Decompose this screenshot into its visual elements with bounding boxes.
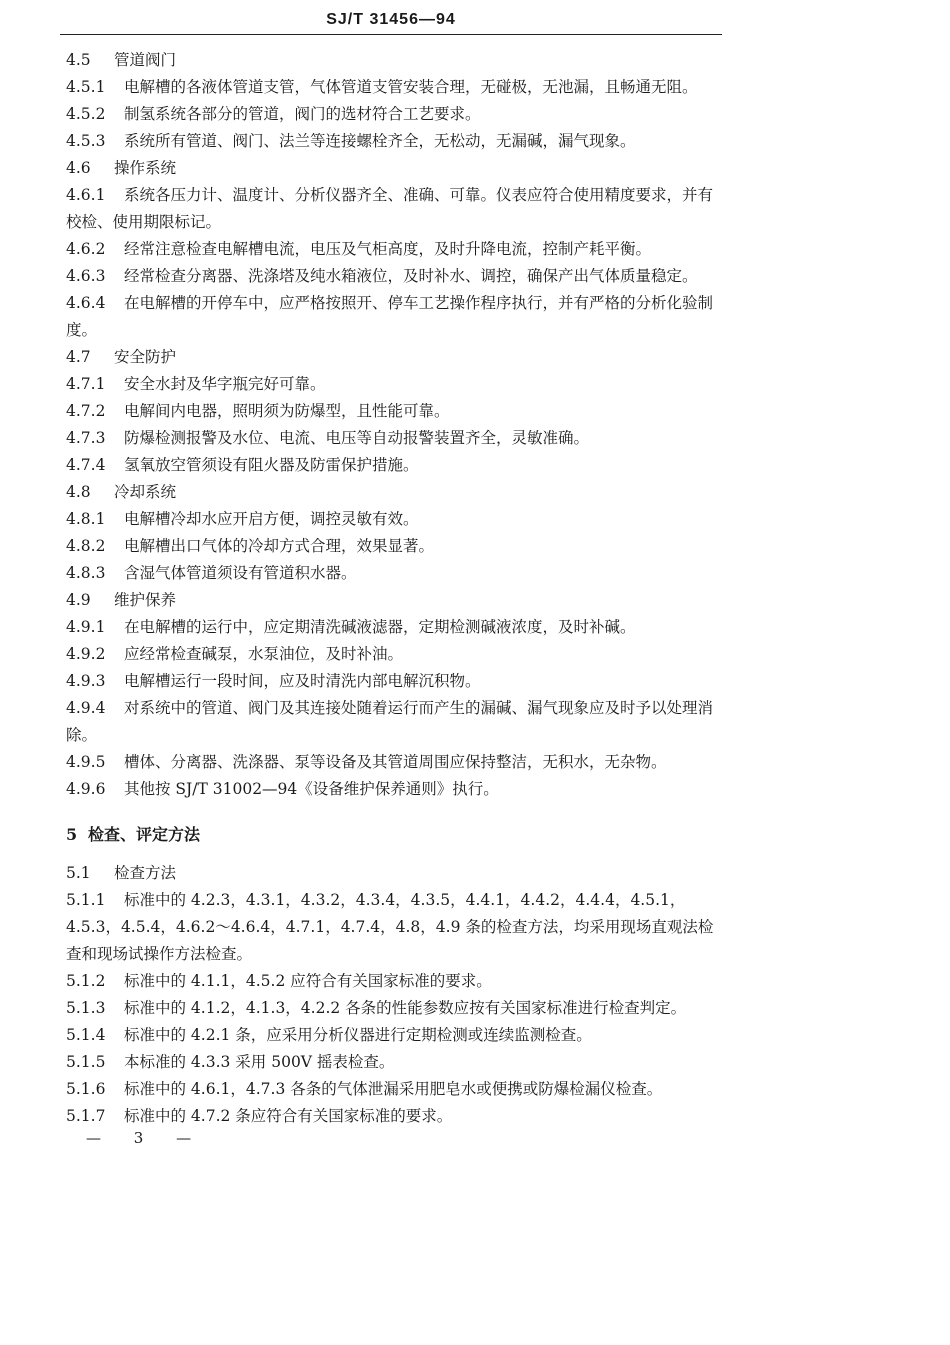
clause: 4.9.3 电解槽运行一段时间，应及时清洗内部电解沉积物。 [66, 672, 481, 690]
clause: 5.1.2 标准中的 4.1.1，4.5.2 应符合有关国家标准的要求。 [66, 972, 492, 990]
section-heading: 5 检查、评定方法 [66, 825, 201, 844]
clause: 4.5.3 系统所有管道、阀门、法兰等连接螺栓齐全，无松动，无漏碱，漏气现象。 [66, 132, 636, 150]
clause: 4.7.2 电解间内电器，照明须为防爆型，且性能可靠。 [66, 402, 450, 420]
clause: 4.9.1 在电解槽的运行中，应定期清洗碱液滤器，定期检测碱液浓度，及时补碱。 [66, 618, 636, 636]
clause: 5.1.5 本标准的 4.3.3 采用 500V 摇表检查。 [66, 1053, 395, 1071]
clause: 4.8.2 电解槽出口气体的冷却方式合理，效果显著。 [66, 537, 435, 555]
page-number: — 3 — [86, 1129, 206, 1147]
clause: 4.9.6 其他按 SJ/T 31002—94《设备维护保养通则》执行。 [66, 780, 499, 798]
clause: 4.7.3 防爆检测报警及水位、电流、电压等自动报警装置齐全，灵敏准确。 [66, 429, 590, 447]
clause: 5.1.6 标准中的 4.6.1，4.7.3 各条的气体泄漏采用肥皂水或便携或防爆检漏仪检查。 [66, 1080, 663, 1098]
clause: 5.1.3 标准中的 4.1.2，4.1.3，4.2.2 各条的性能参数应按有关国家标准进行检查判定。 [66, 999, 687, 1017]
clause: 4.8.3 含湿气体管道须设有管道积水器。 [66, 564, 357, 582]
clause: 5.1.4 标准中的 4.2.1 条，应采用分析仪器进行定期检测或连续监测检查。 [66, 1026, 592, 1044]
clause: 4.6.2 经常注意检查电解槽电流，电压及气柜高度，及时升降电流，控制产耗平衡。 [66, 240, 652, 258]
clause: 4.9.5 槽体、分离器、洗涤器、泵等设备及其管道周围应保持整洁，无积水，无杂物。 [66, 753, 667, 771]
clause-heading: 4.5 管道阀门 [66, 51, 177, 69]
clause-heading: 5.1 检查方法 [66, 864, 177, 882]
clause: 4.9.2 应经常检查碱泵，水泵油位，及时补油。 [66, 645, 404, 663]
clause-heading: 4.8 冷却系统 [66, 483, 177, 501]
clause-heading: 4.7 安全防护 [66, 348, 177, 366]
standard-code: SJ/T 31456—94 [326, 11, 456, 28]
clause-heading: 4.6 操作系统 [66, 159, 177, 177]
clause: 5.1.1 标准中的 4.2.3，4.3.1，4.3.2，4.3.4，4.3.5，4.4.1，4.4.2，4.4.4，4.5.1，4.5.3，4.5.4，4.6.2～4.6.4，4.7.1，4.7.4，4.8，4.9 条的检查方法，均采用现场直观法检查和现场试操作方法检查。 [66, 891, 714, 963]
clause: 4.8.1 电解槽冷却水应开启方便，调控灵敏有效。 [66, 510, 419, 528]
clause: 4.7.4 氢氧放空管须设有阻火器及防雷保护措施。 [66, 456, 419, 474]
clause: 5.1.7 标准中的 4.7.2 条应符合有关国家标准的要求。 [66, 1107, 453, 1125]
clause: 4.6.4 在电解槽的开停车中，应严格按照开、停车工艺操作程序执行，并有严格的分析化验制度。 [66, 294, 714, 339]
clause: 4.9.4 对系统中的管道、阀门及其连接处随着运行而产生的漏碱、漏气现象应及时予以处理消除。 [66, 699, 714, 744]
clause: 4.7.1 安全水封及华字瓶完好可靠。 [66, 375, 326, 393]
clause: 4.6.1 系统各压力计、温度计、分析仪器齐全、准确、可靠。仪表应符合使用精度要求，并有校检、使用期限标记。 [66, 186, 714, 231]
clause: 4.6.3 经常检查分离器、洗涤塔及纯水箱液位，及时补水、调控，确保产出气体质量稳定。 [66, 267, 698, 285]
clause: 4.5.2 制氢系统各部分的管道，阀门的选材符合工艺要求。 [66, 105, 481, 123]
page-header [60, 4, 722, 35]
clause: 4.5.1 电解槽的各液体管道支管，气体管道支管安装合理，无碰极，无池漏，且畅通无阻。 [66, 78, 698, 96]
document-body [66, 47, 722, 1130]
clause-heading: 4.9 维护保养 [66, 591, 177, 609]
